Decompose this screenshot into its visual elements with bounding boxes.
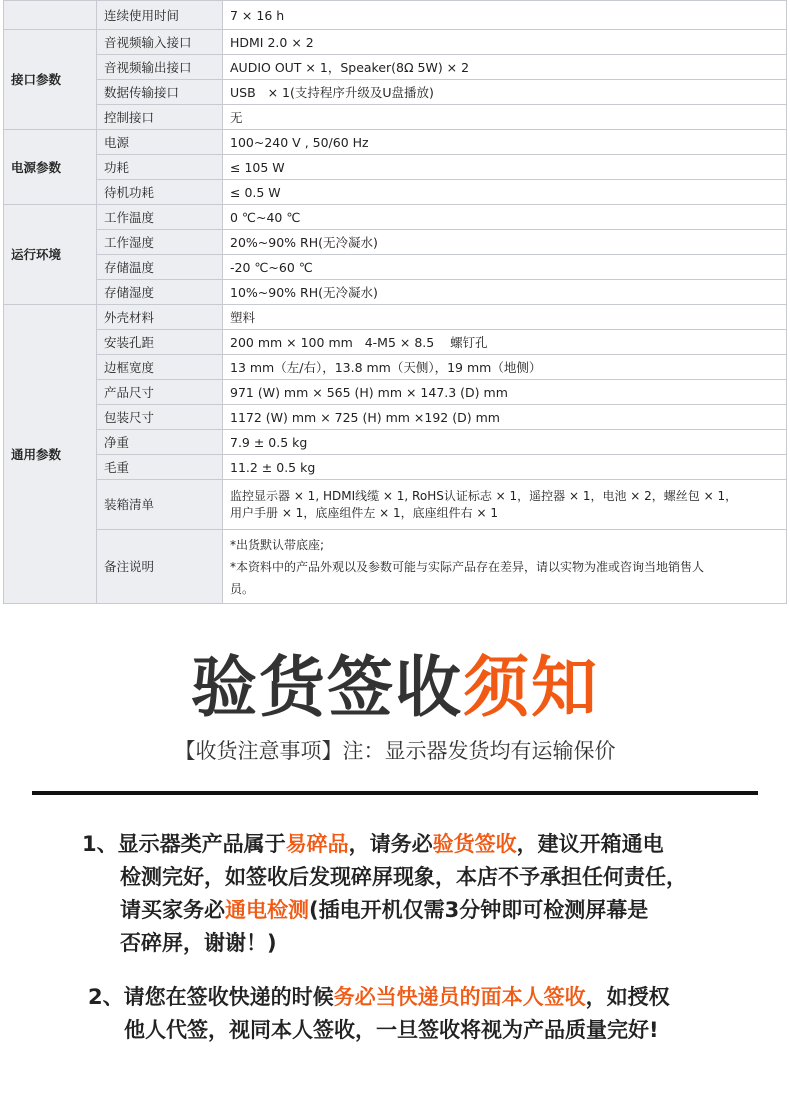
spec-value-remarks <box>223 530 787 604</box>
spec-value: 971 (W) mm × 565 (H) mm × 147.3 (D) mm <box>223 380 787 405</box>
category-environment: 运行环境 <box>4 205 97 305</box>
table-row <box>4 55 787 80</box>
spec-value: ≤ 105 W <box>223 155 787 180</box>
table-row <box>4 230 787 255</box>
category-general: 通用参数 <box>4 305 97 604</box>
spec-value: 7.9 ± 0.5 kg <box>223 430 787 455</box>
table-row <box>4 305 787 330</box>
spec-label: 产品尺寸 <box>97 380 223 405</box>
para-text: 请买家务必 <box>120 898 225 922</box>
category-interface: 接口参数 <box>4 30 97 130</box>
table-row <box>4 105 787 130</box>
spec-table <box>3 0 787 604</box>
spec-label: 功耗 <box>97 155 223 180</box>
remarks-line: 员。 <box>230 581 255 596</box>
para-highlight: 验货签收 <box>432 832 517 856</box>
table-row <box>4 330 787 355</box>
table-row <box>4 205 787 230</box>
spec-label: 音视频输入接口 <box>97 30 223 55</box>
category-cell-empty <box>4 1 97 30</box>
spec-value: 13 mm（左/右），13.8 mm（天侧），19 mm（地侧） <box>223 355 787 380</box>
table-row <box>4 430 787 455</box>
packing-line: 用户手册 × 1，底座组件左 × 1，底座组件右 × 1 <box>230 505 498 520</box>
table-row <box>4 180 787 205</box>
notice-subtitle: 【收货注意事项】注：显示器发货均有运输保价 <box>174 739 616 763</box>
para-text: 否碎屏，谢谢！) <box>120 931 277 955</box>
table-row <box>4 380 787 405</box>
spec-value: 0 ℃~40 ℃ <box>223 205 787 230</box>
spec-label: 净重 <box>97 430 223 455</box>
spec-label: 装箱清单 <box>97 480 223 530</box>
spec-label: 连续使用时间 <box>97 1 223 30</box>
spec-label: 包装尺寸 <box>97 405 223 430</box>
spec-value: 塑料 <box>223 305 787 330</box>
spec-label: 毛重 <box>97 455 223 480</box>
table-row <box>4 405 787 430</box>
table-row <box>4 30 787 55</box>
spec-label: 存储温度 <box>97 255 223 280</box>
notice-title <box>0 648 790 728</box>
spec-label: 外壳材料 <box>97 305 223 330</box>
para-highlight: 通电检测 <box>225 898 309 922</box>
para-line <box>88 1014 768 1047</box>
table-row <box>4 1 787 30</box>
spec-label: 安装孔距 <box>97 330 223 355</box>
spec-value: 20%~90% RH(无冷凝水) <box>223 230 787 255</box>
spec-label: 控制接口 <box>97 105 223 130</box>
remarks-line: *本资料中的产品外观以及参数可能与实际产品存在差异，请以实物为准或咨询当地销售人 <box>230 559 705 574</box>
para-highlight: 务必当快递员的面本人签收 <box>333 985 586 1009</box>
para-text: 1、显示器类产品属于 <box>82 832 286 856</box>
spec-value: HDMI 2.0 × 2 <box>223 30 787 55</box>
notice-title-dark: 验货签收 <box>191 649 463 726</box>
spec-value: ≤ 0.5 W <box>223 180 787 205</box>
notice-title-orange: 须知 <box>463 649 599 726</box>
para-text: 检测完好，如签收后发现碎屏现象，本店不予承担任何责任， <box>120 865 687 889</box>
table-row <box>4 255 787 280</box>
table-row <box>4 455 787 480</box>
para-text: (插电开机仅需3分钟即可检测屏幕是 <box>309 898 649 922</box>
spec-label: 工作温度 <box>97 205 223 230</box>
spec-label: 电源 <box>97 130 223 155</box>
spec-value: USB × 1(支持程序升级及U盘播放) <box>223 80 787 105</box>
notice-paragraph-1 <box>82 828 762 960</box>
spec-value: 1172 (W) mm × 725 (H) mm ×192 (D) mm <box>223 405 787 430</box>
spec-label: 边框宽度 <box>97 355 223 380</box>
para-text: ，请务必 <box>348 832 433 856</box>
para-text: ，建议开箱通电 <box>516 832 664 856</box>
spec-label: 存储湿度 <box>97 280 223 305</box>
notice-paragraph-2 <box>88 981 768 1047</box>
spec-value: 100~240 V , 50/60 Hz <box>223 130 787 155</box>
spec-value: 7 × 16 h <box>223 1 787 30</box>
spec-value: 11.2 ± 0.5 kg <box>223 455 787 480</box>
para-line <box>82 894 762 927</box>
spec-value: 200 mm × 100 mm 4-M5 × 8.5 螺钉孔 <box>223 330 787 355</box>
para-line <box>82 861 762 894</box>
para-text: ，如授权 <box>585 985 670 1009</box>
table-row <box>4 480 787 530</box>
para-highlight: 易碎品 <box>285 832 349 856</box>
table-row <box>4 530 787 604</box>
table-row <box>4 155 787 180</box>
spec-value: 无 <box>223 105 787 130</box>
spec-label: 数据传输接口 <box>97 80 223 105</box>
spec-value: 10%~90% RH(无冷凝水) <box>223 280 787 305</box>
table-row <box>4 355 787 380</box>
divider <box>32 791 758 795</box>
table-row <box>4 80 787 105</box>
spec-value: -20 ℃~60 ℃ <box>223 255 787 280</box>
table-row <box>4 280 787 305</box>
spec-label: 待机功耗 <box>97 180 223 205</box>
spec-value-packing <box>223 480 787 530</box>
para-line <box>82 927 762 960</box>
spec-value: AUDIO OUT × 1，Speaker(8Ω 5W) × 2 <box>223 55 787 80</box>
packing-line: 监控显示器 × 1, HDMI线缆 × 1, RoHS认证标志 × 1，遥控器 × 1，电池 × 2，螺丝包 × 1， <box>230 488 738 503</box>
table-row <box>4 130 787 155</box>
para-text: 他人代签，视同本人签收，一旦签收将视为产品质量完好! <box>124 1018 659 1042</box>
spec-label: 音视频输出接口 <box>97 55 223 80</box>
para-text: 2、请您在签收快递的时候 <box>88 985 334 1009</box>
category-power: 电源参数 <box>4 130 97 205</box>
remarks-line: *出货默认带底座; <box>230 537 325 552</box>
spec-label: 工作湿度 <box>97 230 223 255</box>
spec-label: 备注说明 <box>97 530 223 604</box>
